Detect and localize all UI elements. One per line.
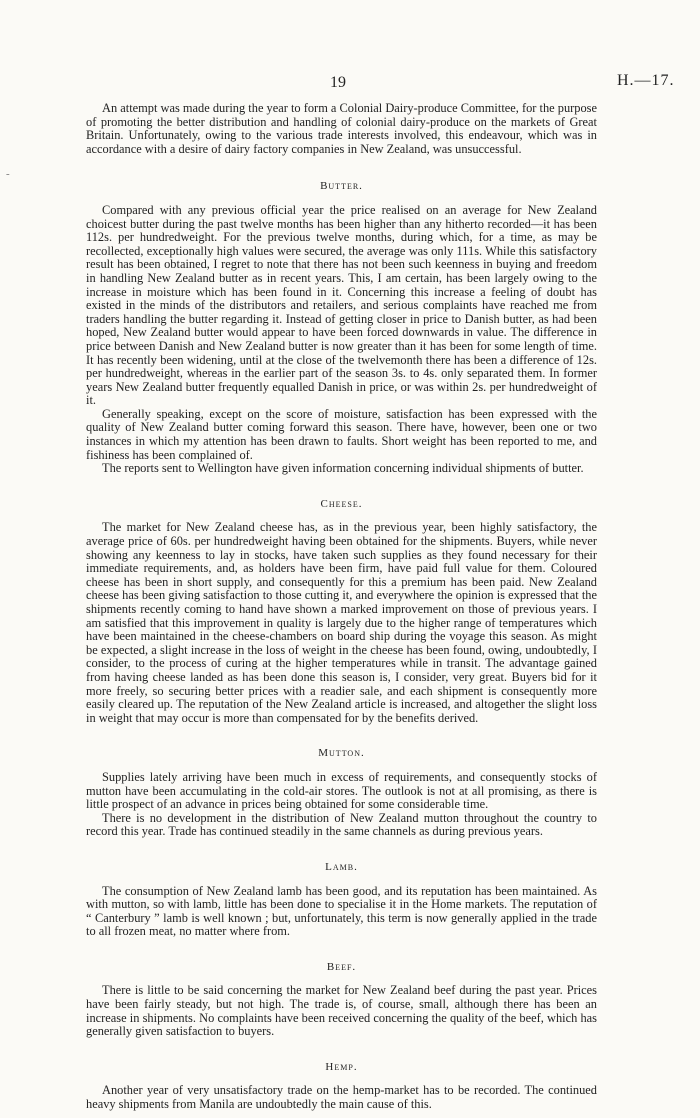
document-body [86, 102, 597, 1112]
page-number: 19 [330, 74, 346, 91]
butter-paragraph: Generally speaking, except on the score of moisture, satisfaction has been expressed with the quality of New Zealand butter coming forward this season. There have, however, been one or two instances in which my attention has been drawn to faults. Short weight has been reported to me, and fishiness has been complained of. [86, 406, 597, 462]
section-title-beef: Beef. [326, 960, 357, 973]
section-title-butter: Butter. [320, 180, 363, 193]
section-title-cheese: Cheese. [320, 497, 363, 510]
section-title-mutton: Mutton. [318, 747, 365, 760]
butter-paragraph: The reports sent to Wellington have given information concerning individual shipments of butter. [102, 461, 584, 476]
hemp-paragraph: Another year of very unsatisfactory trade on the hemp-market has to be recorded. The continued heavy shipments from Manila are undoubtedly the main cause of this. [86, 1083, 597, 1112]
page-reference: H.—17. [617, 72, 675, 89]
beef-paragraph: There is little to be said concerning the market for New Zealand beef during the past year. Prices have been fairly steady, but not high. The trade is, of course, small, although there has been an increase in shipments. No complaints have been received concerning the quality of the beef, which has generally given satisfaction to buyers. [86, 983, 597, 1039]
margin-mark: - [6, 168, 10, 180]
mutton-paragraph: Supplies lately arriving have been much in excess of requirements, and consequently stocks of mutton have been accumulating in the cold-air stores. The outlook is not at all promising, as there is little prospect of an advance in prices being obtained for some considerable time. [86, 769, 597, 812]
butter-paragraph: Compared with any previous official year the price realised on an average for New Zealand choicest butter during the past twelve months has been higher than any hitherto recorded—it has been 112s. per hundredweight. For the previous twelve months, during which, for a time, as may be recollected, exceptionally high values were secured, the average was only 111s. While this satisfactory result has been obtained, I regret to note that there has not been such keenness in buying and freedom in handling New Zealand butter as in recent years. This, I am certain, has been largely owing to the increase in moisture which has been found in it. Concerning this increase a feeling of doubt has existed in the minds of the distributors and retailers, and serious complaints have reached me from traders handling the butter regarding it. Instead of getting closer in price to Danish butter, as had been hoped, New Zealand butter would appear to have been forced downwards in value. The difference in price between Danish and New Zealand butter is now greater than it has been for some length of time. It has recently been widening, until at the close of the twelvemonth there has been a difference of 12s. per hundredweight, whereas in the earlier part of the season 3s. to 4s. only separated them. In former years New Zealand butter frequently equalled Danish in price, or was within 2s. per hundredweight of it. [86, 202, 597, 408]
lamb-paragraph: The consumption of New Zealand lamb has been good, and its reputation has been maintained. As with mutton, so with lamb, little has been done to specialise it in the Home markets. The reputation of “ Canterbury ” lamb is well known ; but, unfortunately, this term is now generally applied in the trade to all frozen meat, no matter where from. [86, 883, 597, 939]
intro-paragraph: An attempt was made during the year to form a Colonial Dairy-produce Committee, for the purpose of promoting the better distribution and handling of colonial dairy-produce on the markets of Great Britain. Unfortunately, owing to the various trade interests involved, this endeavour, which was in accordance with a desire of dairy factory companies in New Zealand, was unsuccessful. [86, 101, 597, 156]
cheese-paragraph: The market for New Zealand cheese has, as in the previous year, been highly satisfactory, the average price of 60s. per hundredweight having been obtained for the shipments. Buyers, while never showing any keenness to lay in stocks, have taken such supplies as they found necessary for their immediate requirements, and, as holders have been firm, have paid full value for them. Coloured cheese has been in short supply, and consequently for this a premium has been paid. New Zealand cheese has been giving satisfaction to those cutting it, and everywhere the opinion is expressed that the shipments recently coming to hand have shown a marked improvement on those of previous years. I am satisfied that this improvement in quality is largely due to the higher range of temperatures which have been maintained in the cheese-chambers on board ship during the voyage this season. As might be expected, a slight increase in the loss of weight in the cheese has been found, owing, undoubtedly, I consider, to the process of curing at the higher temperatures while in transit. The advantage gained from having cheese landed as has been done this season is, I consider, very great. Buyers bid for it more freely, so securing better prices with a readier sale, and each shipment is consequently more easily cleared up. The reputation of the New Zealand article is increased, and altogether the slight loss in weight that may occur is more than compensated for by the benefits derived. [86, 520, 597, 725]
mutton-paragraph: There is no development in the distribution of New Zealand mutton throughout the country to record this year. Trade has continued steadily in the same channels as during previous years. [86, 810, 597, 839]
section-title-lamb: Lamb. [325, 860, 358, 873]
section-title-hemp: Hemp. [325, 1060, 358, 1073]
